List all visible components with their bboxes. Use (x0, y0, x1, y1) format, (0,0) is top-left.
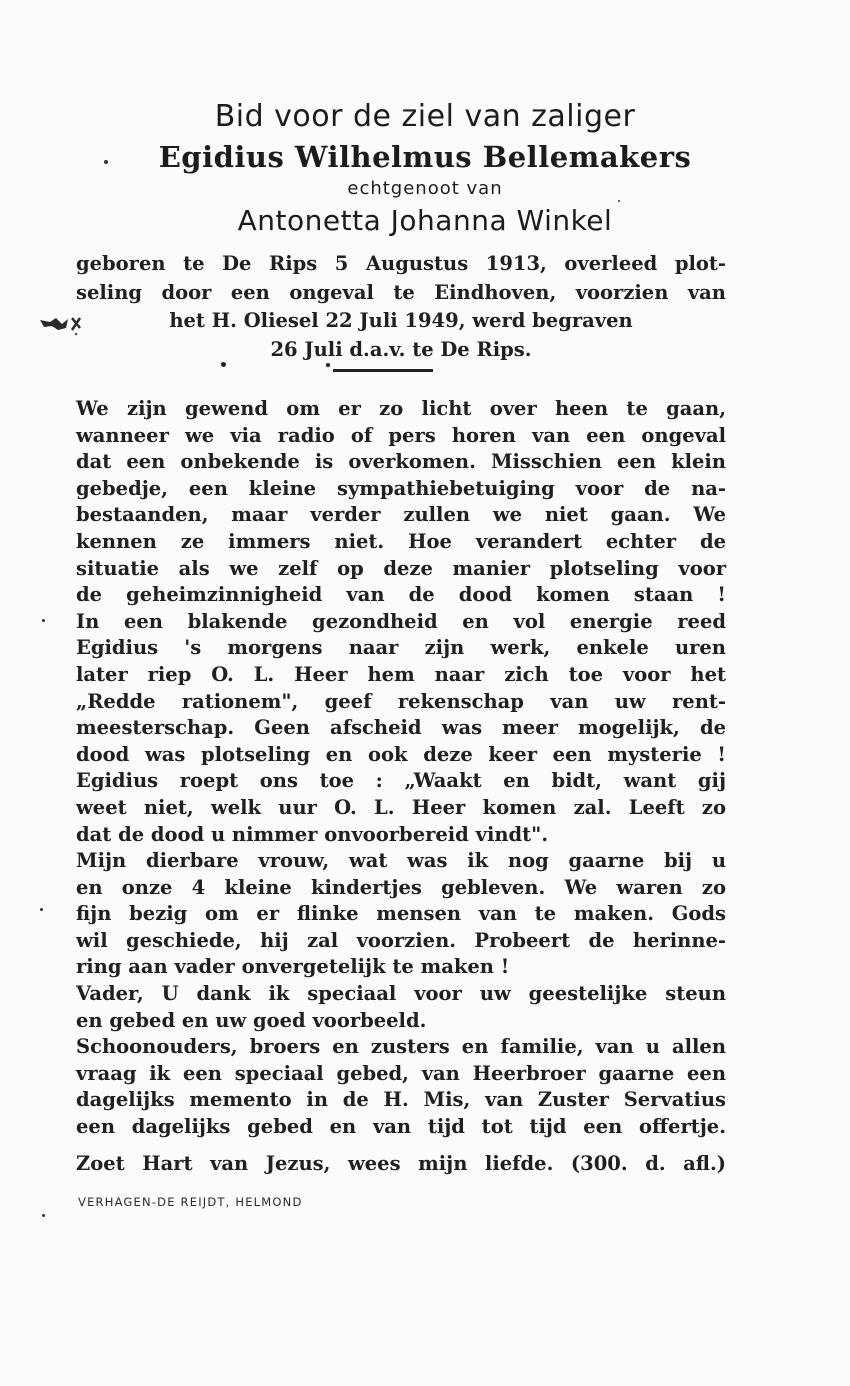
text-line: weet niet, welk uur O. L. Heer komen zal. Leeft zo (76, 795, 726, 819)
print-speck (618, 200, 620, 202)
text-line: dagelijks memento in de H. Mis, van Zuster Servatius (76, 1088, 726, 1112)
text-line: Mijn dierbare vrouw, wat was ik nog gaarne bij u (76, 849, 726, 873)
text-line: Vader, U dank ik speciaal voor uw geestelijke steun (76, 982, 726, 1006)
printer-imprint: VERHAGEN-DE REIJDT, HELMOND (78, 1195, 303, 1209)
print-speck (42, 619, 45, 622)
bio-line: geboren te De Rips 5 Augustus 1913, overleed plot- (76, 252, 726, 275)
ornament-rule (333, 369, 433, 372)
text-line: Schoonouders, broers en zusters en familie, van u allen (76, 1035, 726, 1059)
spouse-name: Antonetta Johanna Winkel (237, 204, 613, 237)
text-line: bestaanden, maar verder zullen we niet gaan. We (76, 503, 726, 527)
ornament-divider (205, 358, 465, 372)
closing-prayer: Zoet Hart van Jezus, wees mijn liefde. (300. d. afl.) (76, 1152, 726, 1175)
text-line: In een blakende gezondheid en vol energie reed (76, 609, 726, 633)
text-line: ring aan vader onvergetelijk te maken ! (76, 955, 510, 979)
bio-line: het H. Oliesel 22 Juli 1949, werd begraven (169, 309, 633, 332)
bio-line: 26 Juli d.a.v. te De Rips. (270, 337, 532, 361)
bio-line: seling door een ongeval te Eindhoven, voorzien van (76, 280, 726, 304)
text-line: Egidius roept ons toe : „Waakt en bidt, want gij (76, 769, 726, 793)
text-line: fijn bezig om er flinke mensen van te maken. Gods (76, 902, 726, 926)
text-line: kennen ze immers niet. Hoe verandert echter de (76, 529, 726, 553)
text-line: wil geschiede, hij zal voorzien. Probeert de herinne- (76, 928, 726, 952)
print-speck (40, 908, 43, 911)
biographical-details (76, 250, 726, 364)
text-line: dat een onbekende is overkomen. Misschien een klein (76, 450, 726, 474)
print-speck (42, 1214, 45, 1217)
print-speck (104, 160, 108, 164)
ornament-dot (221, 362, 226, 367)
text-line: wanneer we via radio of pers horen van een ongeval (76, 423, 726, 447)
text-line: dat de dood u nimmer onvoorbereid vindt". (76, 822, 549, 846)
text-line: gebedje, een kleine sympathiebetuiging voor de na- (76, 476, 726, 500)
text-line: dood was plotseling en ook deze keer een mysterie ! (76, 742, 726, 766)
text-line: en gebed en uw goed voorbeeld. (76, 1008, 427, 1032)
ornament-dot (326, 363, 330, 367)
text-line: een dagelijks gebed en van tijd tot tijd een offertje. (76, 1115, 726, 1139)
card-header (0, 96, 850, 240)
text-line: vraag ik een speciaal gebed, van Heerbroer gaarne een (76, 1061, 726, 1085)
prayer-line: Bid voor de ziel van zaliger (214, 99, 636, 134)
text-line: later riep O. L. Heer hem naar zich toe voor het (76, 662, 726, 686)
text-line: „Redde rationem", geef rekenschap van uw rent- (76, 689, 726, 713)
text-line: situatie als we zelf op deze manier plotseling voor (76, 556, 726, 580)
text-line: en onze 4 kleine kindertjes gebleven. We waren zo (76, 875, 726, 899)
text-line: We zijn gewend om er zo licht over heen te gaan, (76, 397, 726, 420)
spouse-role: echtgenoot van (347, 178, 503, 199)
text-line: meesterschap. Geen afscheid was meer mogelijk, de (76, 716, 726, 740)
memorial-text (76, 396, 726, 1141)
text-line: de geheimzinnigheid van de dood komen staan ! (76, 583, 726, 607)
text-line: Egidius 's morgens naar zijn werk, enkele uren (76, 636, 726, 660)
deceased-name: Egidius Wilhelmus Bellemakers (158, 140, 692, 174)
